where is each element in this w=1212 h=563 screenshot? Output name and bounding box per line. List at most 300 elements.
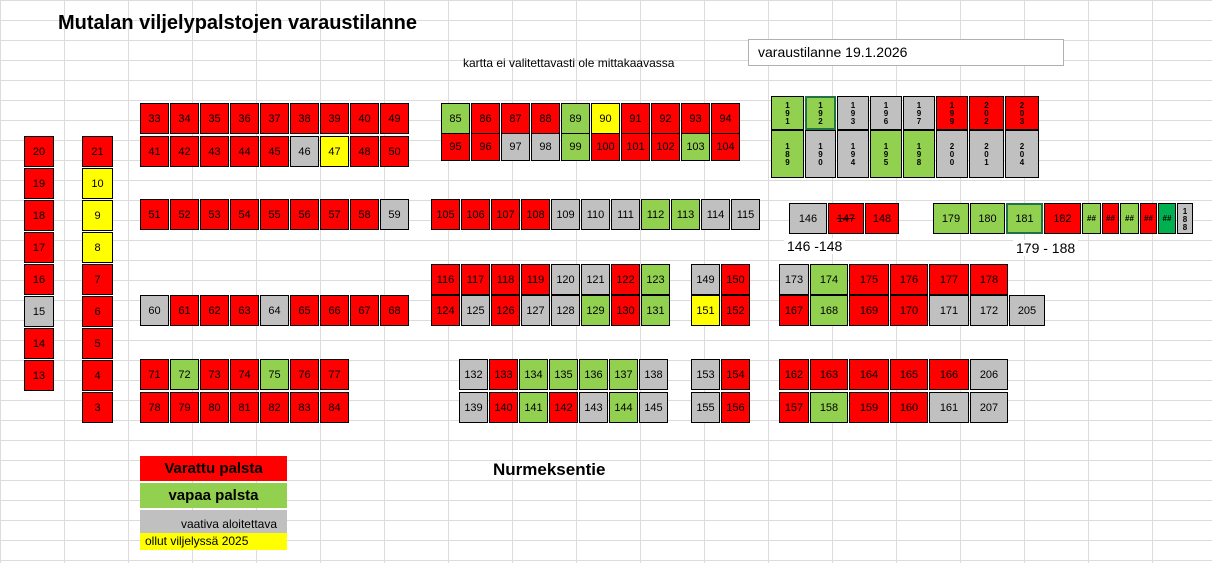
plot-number: 117 xyxy=(466,273,485,286)
plot-167[interactable] xyxy=(779,295,809,326)
plot-163[interactable] xyxy=(810,359,848,390)
plot-195[interactable] xyxy=(870,130,902,178)
plot-96[interactable] xyxy=(471,133,500,161)
plot-63[interactable] xyxy=(230,295,259,326)
plot-120[interactable] xyxy=(551,264,580,295)
plot-number: 158 xyxy=(819,401,839,414)
plot-hidden-row-179-6[interactable] xyxy=(1120,203,1139,234)
plot-50[interactable] xyxy=(380,136,409,167)
plot-number: 174 xyxy=(819,273,839,286)
plot-83[interactable] xyxy=(290,392,319,423)
plot-56[interactable] xyxy=(290,199,319,230)
plot-number: 166 xyxy=(939,368,959,381)
plot-123[interactable] xyxy=(641,264,670,295)
plot-number: 201 xyxy=(982,142,991,166)
plot-number: 125 xyxy=(466,304,485,317)
plot-number: 199 xyxy=(947,101,957,125)
plot-21[interactable] xyxy=(82,136,113,167)
plot-number: 205 xyxy=(1017,304,1037,317)
plot-64[interactable] xyxy=(260,295,289,326)
plot-113[interactable] xyxy=(671,199,700,230)
plot-number: 110 xyxy=(586,208,605,221)
plot-hidden-row-179-7[interactable] xyxy=(1140,203,1157,234)
plot-172[interactable] xyxy=(970,295,1008,326)
plot-137[interactable] xyxy=(609,359,638,390)
plot-number: 10 xyxy=(91,177,104,190)
plot-181[interactable] xyxy=(1006,203,1043,234)
plot-153[interactable] xyxy=(691,359,720,390)
plot-61[interactable] xyxy=(170,295,199,326)
page-title: Mutalan viljelypalstojen varaustilanne xyxy=(58,12,418,34)
plot-number: 106 xyxy=(466,208,485,221)
plot-75[interactable] xyxy=(260,359,289,390)
plot-number: 41 xyxy=(148,145,161,158)
plot-35[interactable] xyxy=(200,103,229,134)
plot-number: 86 xyxy=(479,112,492,125)
plot-53[interactable] xyxy=(200,199,229,230)
plot-127[interactable] xyxy=(521,295,550,326)
plot-number: 170 xyxy=(899,304,919,317)
plot-188[interactable] xyxy=(1177,203,1193,234)
plot-202[interactable] xyxy=(969,96,1004,130)
plot-206[interactable] xyxy=(970,359,1008,390)
plot-108[interactable] xyxy=(521,199,550,230)
plot-151[interactable] xyxy=(691,295,720,326)
plot-174[interactable] xyxy=(810,264,848,295)
plot-180[interactable] xyxy=(970,203,1005,234)
plot-number: 20 xyxy=(32,145,46,158)
plot-number: 163 xyxy=(819,368,839,381)
plot-103[interactable] xyxy=(681,133,710,161)
plot-number: 19 xyxy=(32,177,46,190)
plot-number: 179 xyxy=(941,212,961,225)
plot-60[interactable] xyxy=(140,295,169,326)
plot-100[interactable] xyxy=(591,133,620,161)
plot-number: 99 xyxy=(569,141,582,153)
plot-47[interactable] xyxy=(320,136,349,167)
plot-148[interactable] xyxy=(865,203,899,234)
plot-170[interactable] xyxy=(890,295,928,326)
plot-74[interactable] xyxy=(230,359,259,390)
plot-102[interactable] xyxy=(651,133,680,161)
plot-175[interactable] xyxy=(849,264,889,295)
plot-142[interactable] xyxy=(549,392,578,423)
plot-155[interactable] xyxy=(691,392,720,423)
plot-number: 51 xyxy=(148,208,161,221)
plot-162[interactable] xyxy=(779,359,809,390)
plot-number: 42 xyxy=(178,145,191,158)
plot-156[interactable] xyxy=(721,392,750,423)
plot-119[interactable] xyxy=(521,264,550,295)
plot-number: 66 xyxy=(328,304,341,317)
plot-110[interactable] xyxy=(581,199,610,230)
plot-86[interactable] xyxy=(471,103,500,134)
plot-number: 149 xyxy=(696,273,715,286)
plot-number: 97 xyxy=(509,141,522,153)
plot-144[interactable] xyxy=(609,392,638,423)
plot-number: 157 xyxy=(784,401,804,414)
plot-88[interactable] xyxy=(531,103,560,134)
plot-39[interactable] xyxy=(320,103,349,134)
plot-111[interactable] xyxy=(611,199,640,230)
plot-143[interactable] xyxy=(579,392,608,423)
plot-85[interactable] xyxy=(441,103,470,134)
plot-number: 160 xyxy=(899,401,919,414)
plot-41[interactable] xyxy=(140,136,169,167)
plot-192[interactable] xyxy=(805,96,836,130)
plot-hidden-row-179-5[interactable] xyxy=(1102,203,1119,234)
plot-5[interactable] xyxy=(82,328,113,359)
plot-42[interactable] xyxy=(170,136,199,167)
plot-number: 195 xyxy=(881,142,891,166)
plot-59[interactable] xyxy=(380,199,409,230)
plot-number: 17 xyxy=(32,241,46,254)
plot-number: 68 xyxy=(388,304,401,317)
plot-20[interactable] xyxy=(24,136,54,167)
plot-number: 180 xyxy=(978,212,997,225)
plot-129[interactable] xyxy=(581,295,610,326)
plot-81[interactable] xyxy=(230,392,259,423)
plot-number: 153 xyxy=(696,368,715,381)
plot-136[interactable] xyxy=(579,359,608,390)
plot-8[interactable] xyxy=(82,232,113,263)
plot-18[interactable] xyxy=(24,200,54,231)
plot-number: 8 xyxy=(94,241,101,254)
plot-152[interactable] xyxy=(721,295,750,326)
plot-hidden-row-179-4[interactable] xyxy=(1082,203,1101,234)
plot-178[interactable] xyxy=(970,264,1008,295)
plot-number: 111 xyxy=(617,208,634,221)
plot-68[interactable] xyxy=(380,295,409,326)
plot-168[interactable] xyxy=(810,295,848,326)
plot-number: 72 xyxy=(178,368,191,381)
plot-number: 207 xyxy=(979,401,999,414)
plot-58[interactable] xyxy=(350,199,379,230)
plot-number: 62 xyxy=(208,304,221,317)
plot-number: 146 xyxy=(798,212,818,225)
plot-98[interactable] xyxy=(531,133,560,161)
plot-72[interactable] xyxy=(170,359,199,390)
plot-number: 44 xyxy=(238,145,251,158)
plot-82[interactable] xyxy=(260,392,289,423)
plot-126[interactable] xyxy=(491,295,520,326)
plot-79[interactable] xyxy=(170,392,199,423)
plot-number: 151 xyxy=(696,304,715,317)
plot-140[interactable] xyxy=(489,392,518,423)
plot-205[interactable] xyxy=(1009,295,1045,326)
plot-46[interactable] xyxy=(290,136,319,167)
plot-76[interactable] xyxy=(290,359,319,390)
plot-193[interactable] xyxy=(837,96,869,130)
plot-157[interactable] xyxy=(779,392,809,423)
road-label: Nurmeksentie xyxy=(493,460,606,479)
plot-138[interactable] xyxy=(639,359,668,390)
plot-87[interactable] xyxy=(501,103,530,134)
plot-49[interactable] xyxy=(380,103,409,134)
plot-122[interactable] xyxy=(611,264,640,295)
plot-number: 204 xyxy=(1017,142,1027,166)
plot-16[interactable] xyxy=(24,264,54,295)
plot-10[interactable] xyxy=(82,168,113,199)
plot-128[interactable] xyxy=(551,295,580,326)
plot-171[interactable] xyxy=(929,295,969,326)
plot-199[interactable] xyxy=(936,96,968,130)
plot-number: 156 xyxy=(726,401,745,414)
plot-125[interactable] xyxy=(461,295,490,326)
plot-hidden-row-179-8[interactable] xyxy=(1158,203,1176,234)
plot-149[interactable] xyxy=(691,264,720,295)
plot-number: 206 xyxy=(979,368,999,381)
plot-104[interactable] xyxy=(711,133,740,161)
plot-number: 58 xyxy=(358,208,371,221)
plot-139[interactable] xyxy=(459,392,488,423)
plot-141[interactable] xyxy=(519,392,548,423)
plot-77[interactable] xyxy=(320,359,349,390)
plot-67[interactable] xyxy=(350,295,379,326)
plot-33[interactable] xyxy=(140,103,169,134)
plot-number: 34 xyxy=(178,112,191,125)
plot-190[interactable] xyxy=(805,130,836,178)
plot-3[interactable] xyxy=(82,392,113,423)
plot-158[interactable] xyxy=(810,392,848,423)
plot-number: 152 xyxy=(726,304,745,317)
plot-40[interactable] xyxy=(350,103,379,134)
plot-147[interactable] xyxy=(828,203,864,234)
plot-number: 145 xyxy=(644,401,663,414)
plot-number: 120 xyxy=(556,273,575,286)
plot-number: 115 xyxy=(736,208,755,221)
plot-90[interactable] xyxy=(591,103,620,134)
plot-36[interactable] xyxy=(230,103,259,134)
plot-134[interactable] xyxy=(519,359,548,390)
plot-number: 171 xyxy=(939,304,959,317)
plot-number: 80 xyxy=(208,401,221,414)
plot-73[interactable] xyxy=(200,359,229,390)
plot-number: 60 xyxy=(148,304,161,317)
plot-94[interactable] xyxy=(711,103,740,134)
plot-176[interactable] xyxy=(890,264,928,295)
plot-150[interactable] xyxy=(721,264,750,295)
plot-number: 140 xyxy=(494,401,513,414)
plot-177[interactable] xyxy=(929,264,969,295)
plot-132[interactable] xyxy=(459,359,488,390)
plot-107[interactable] xyxy=(491,199,520,230)
plot-131[interactable] xyxy=(641,295,670,326)
plot-95[interactable] xyxy=(441,133,470,161)
plot-117[interactable] xyxy=(461,264,490,295)
plot-71[interactable] xyxy=(140,359,169,390)
plot-number: 36 xyxy=(238,112,251,125)
plot-116[interactable] xyxy=(431,264,460,295)
plot-number: 135 xyxy=(554,368,573,381)
plot-48[interactable] xyxy=(350,136,379,167)
plot-number: 92 xyxy=(659,112,672,125)
plot-6[interactable] xyxy=(82,296,113,327)
plot-9[interactable] xyxy=(82,200,113,231)
plot-number: 150 xyxy=(726,273,745,286)
plot-159[interactable] xyxy=(849,392,889,423)
plot-4[interactable] xyxy=(82,360,113,391)
plot-number: 64 xyxy=(268,304,281,317)
plot-number: 63 xyxy=(238,304,251,317)
plot-19[interactable] xyxy=(24,168,54,199)
plot-105[interactable] xyxy=(431,199,460,230)
plot-80[interactable] xyxy=(200,392,229,423)
plot-number: 175 xyxy=(859,273,879,286)
plot-133[interactable] xyxy=(489,359,518,390)
plot-7[interactable] xyxy=(82,264,113,295)
plot-52[interactable] xyxy=(170,199,199,230)
status-date-cell[interactable]: varaustilanne 19.1.2026 xyxy=(748,39,1064,66)
plot-169[interactable] xyxy=(849,295,889,326)
plot-146[interactable] xyxy=(789,203,827,234)
plot-112[interactable] xyxy=(641,199,670,230)
plot-number: 15 xyxy=(32,305,46,318)
plot-13[interactable] xyxy=(24,360,54,391)
plot-number: 197 xyxy=(914,101,924,125)
plot-number: 121 xyxy=(586,273,605,286)
plot-number: 13 xyxy=(32,369,46,382)
plot-135[interactable] xyxy=(549,359,578,390)
plot-160[interactable] xyxy=(890,392,928,423)
plot-number: 83 xyxy=(298,401,311,414)
plot-201[interactable] xyxy=(969,130,1004,178)
plot-number: 6 xyxy=(94,305,101,318)
plot-91[interactable] xyxy=(621,103,650,134)
plot-89[interactable] xyxy=(561,103,590,134)
plot-number: ## xyxy=(1106,214,1115,223)
plot-number: 200 xyxy=(947,142,957,166)
plot-number: 202 xyxy=(982,101,991,125)
plot-number: 50 xyxy=(388,145,401,158)
plot-number: 131 xyxy=(646,304,665,317)
group-caption-146: 146 -148 xyxy=(784,238,845,254)
plot-51[interactable] xyxy=(140,199,169,230)
plot-number: 87 xyxy=(509,112,522,125)
plot-194[interactable] xyxy=(837,130,869,178)
plot-92[interactable] xyxy=(651,103,680,134)
plot-65[interactable] xyxy=(290,295,319,326)
plot-38[interactable] xyxy=(290,103,319,134)
plot-114[interactable] xyxy=(701,199,730,230)
plot-161[interactable] xyxy=(929,392,969,423)
plot-84[interactable] xyxy=(320,392,349,423)
scale-note: kartta ei valitettavasti ole mittakaavassa xyxy=(463,56,675,70)
plot-78[interactable] xyxy=(140,392,169,423)
plot-118[interactable] xyxy=(491,264,520,295)
plot-179[interactable] xyxy=(933,203,969,234)
legend-cultivated-2025: ollut viljelyssä 2025 xyxy=(140,533,287,550)
plot-130[interactable] xyxy=(611,295,640,326)
plot-57[interactable] xyxy=(320,199,349,230)
plot-number: 39 xyxy=(328,112,341,125)
plot-101[interactable] xyxy=(621,133,650,161)
plot-66[interactable] xyxy=(320,295,349,326)
plot-number: 181 xyxy=(1015,212,1034,225)
plot-164[interactable] xyxy=(849,359,889,390)
plot-45[interactable] xyxy=(260,136,289,167)
plot-number: 155 xyxy=(696,401,715,414)
plot-number: 100 xyxy=(596,141,615,153)
plot-number: 76 xyxy=(298,368,311,381)
plot-124[interactable] xyxy=(431,295,460,326)
plot-number: 147 xyxy=(836,212,856,225)
plot-182[interactable] xyxy=(1044,203,1081,234)
plot-number: 95 xyxy=(449,141,462,153)
plot-43[interactable] xyxy=(200,136,229,167)
plot-196[interactable] xyxy=(870,96,902,130)
plot-173[interactable] xyxy=(779,264,809,295)
plot-number: 167 xyxy=(784,304,804,317)
plot-165[interactable] xyxy=(890,359,928,390)
plot-15[interactable] xyxy=(24,296,54,327)
plot-number: 102 xyxy=(656,141,675,153)
plot-55[interactable] xyxy=(260,199,289,230)
plot-154[interactable] xyxy=(721,359,750,390)
plot-166[interactable] xyxy=(929,359,969,390)
plot-189[interactable] xyxy=(771,130,804,178)
plot-207[interactable] xyxy=(970,392,1008,423)
plot-17[interactable] xyxy=(24,232,54,263)
plot-number: 85 xyxy=(449,112,462,125)
plot-200[interactable] xyxy=(936,130,968,178)
plot-number: 65 xyxy=(298,304,311,317)
plot-44[interactable] xyxy=(230,136,259,167)
plot-number: 141 xyxy=(524,401,543,414)
plot-121[interactable] xyxy=(581,264,610,295)
plot-number: 137 xyxy=(614,368,633,381)
plot-number: ## xyxy=(1144,214,1153,223)
plot-number: 130 xyxy=(616,304,635,317)
plot-62[interactable] xyxy=(200,295,229,326)
plot-115[interactable] xyxy=(731,199,760,230)
plot-number: 98 xyxy=(539,141,552,153)
plot-number: 93 xyxy=(689,112,702,125)
plot-number: 37 xyxy=(268,112,281,125)
plot-37[interactable] xyxy=(260,103,289,134)
plot-14[interactable] xyxy=(24,328,54,359)
plot-number: 33 xyxy=(148,112,161,125)
plot-number: 189 xyxy=(783,142,792,166)
plot-197[interactable] xyxy=(903,96,935,130)
plot-number: 129 xyxy=(586,304,605,317)
plot-54[interactable] xyxy=(230,199,259,230)
plot-99[interactable] xyxy=(561,133,590,161)
plot-106[interactable] xyxy=(461,199,490,230)
plot-191[interactable] xyxy=(771,96,804,130)
plot-number: 56 xyxy=(298,208,311,221)
plot-number: 90 xyxy=(599,112,612,125)
plot-204[interactable] xyxy=(1005,130,1039,178)
plot-number: 7 xyxy=(94,273,101,286)
plot-number: 88 xyxy=(539,112,552,125)
plot-number: 159 xyxy=(859,401,879,414)
plot-198[interactable] xyxy=(903,130,935,178)
plot-203[interactable] xyxy=(1005,96,1039,130)
plot-number: 47 xyxy=(328,145,341,158)
plot-93[interactable] xyxy=(681,103,710,134)
plot-number: 38 xyxy=(298,112,311,125)
plot-number: 84 xyxy=(328,401,341,414)
plot-number: 119 xyxy=(526,273,545,286)
plot-number: 188 xyxy=(1180,206,1190,231)
plot-97[interactable] xyxy=(501,133,530,161)
plot-145[interactable] xyxy=(639,392,668,423)
plot-109[interactable] xyxy=(551,199,580,230)
plot-34[interactable] xyxy=(170,103,199,134)
plot-number: 75 xyxy=(268,368,281,381)
plot-number: 136 xyxy=(584,368,603,381)
